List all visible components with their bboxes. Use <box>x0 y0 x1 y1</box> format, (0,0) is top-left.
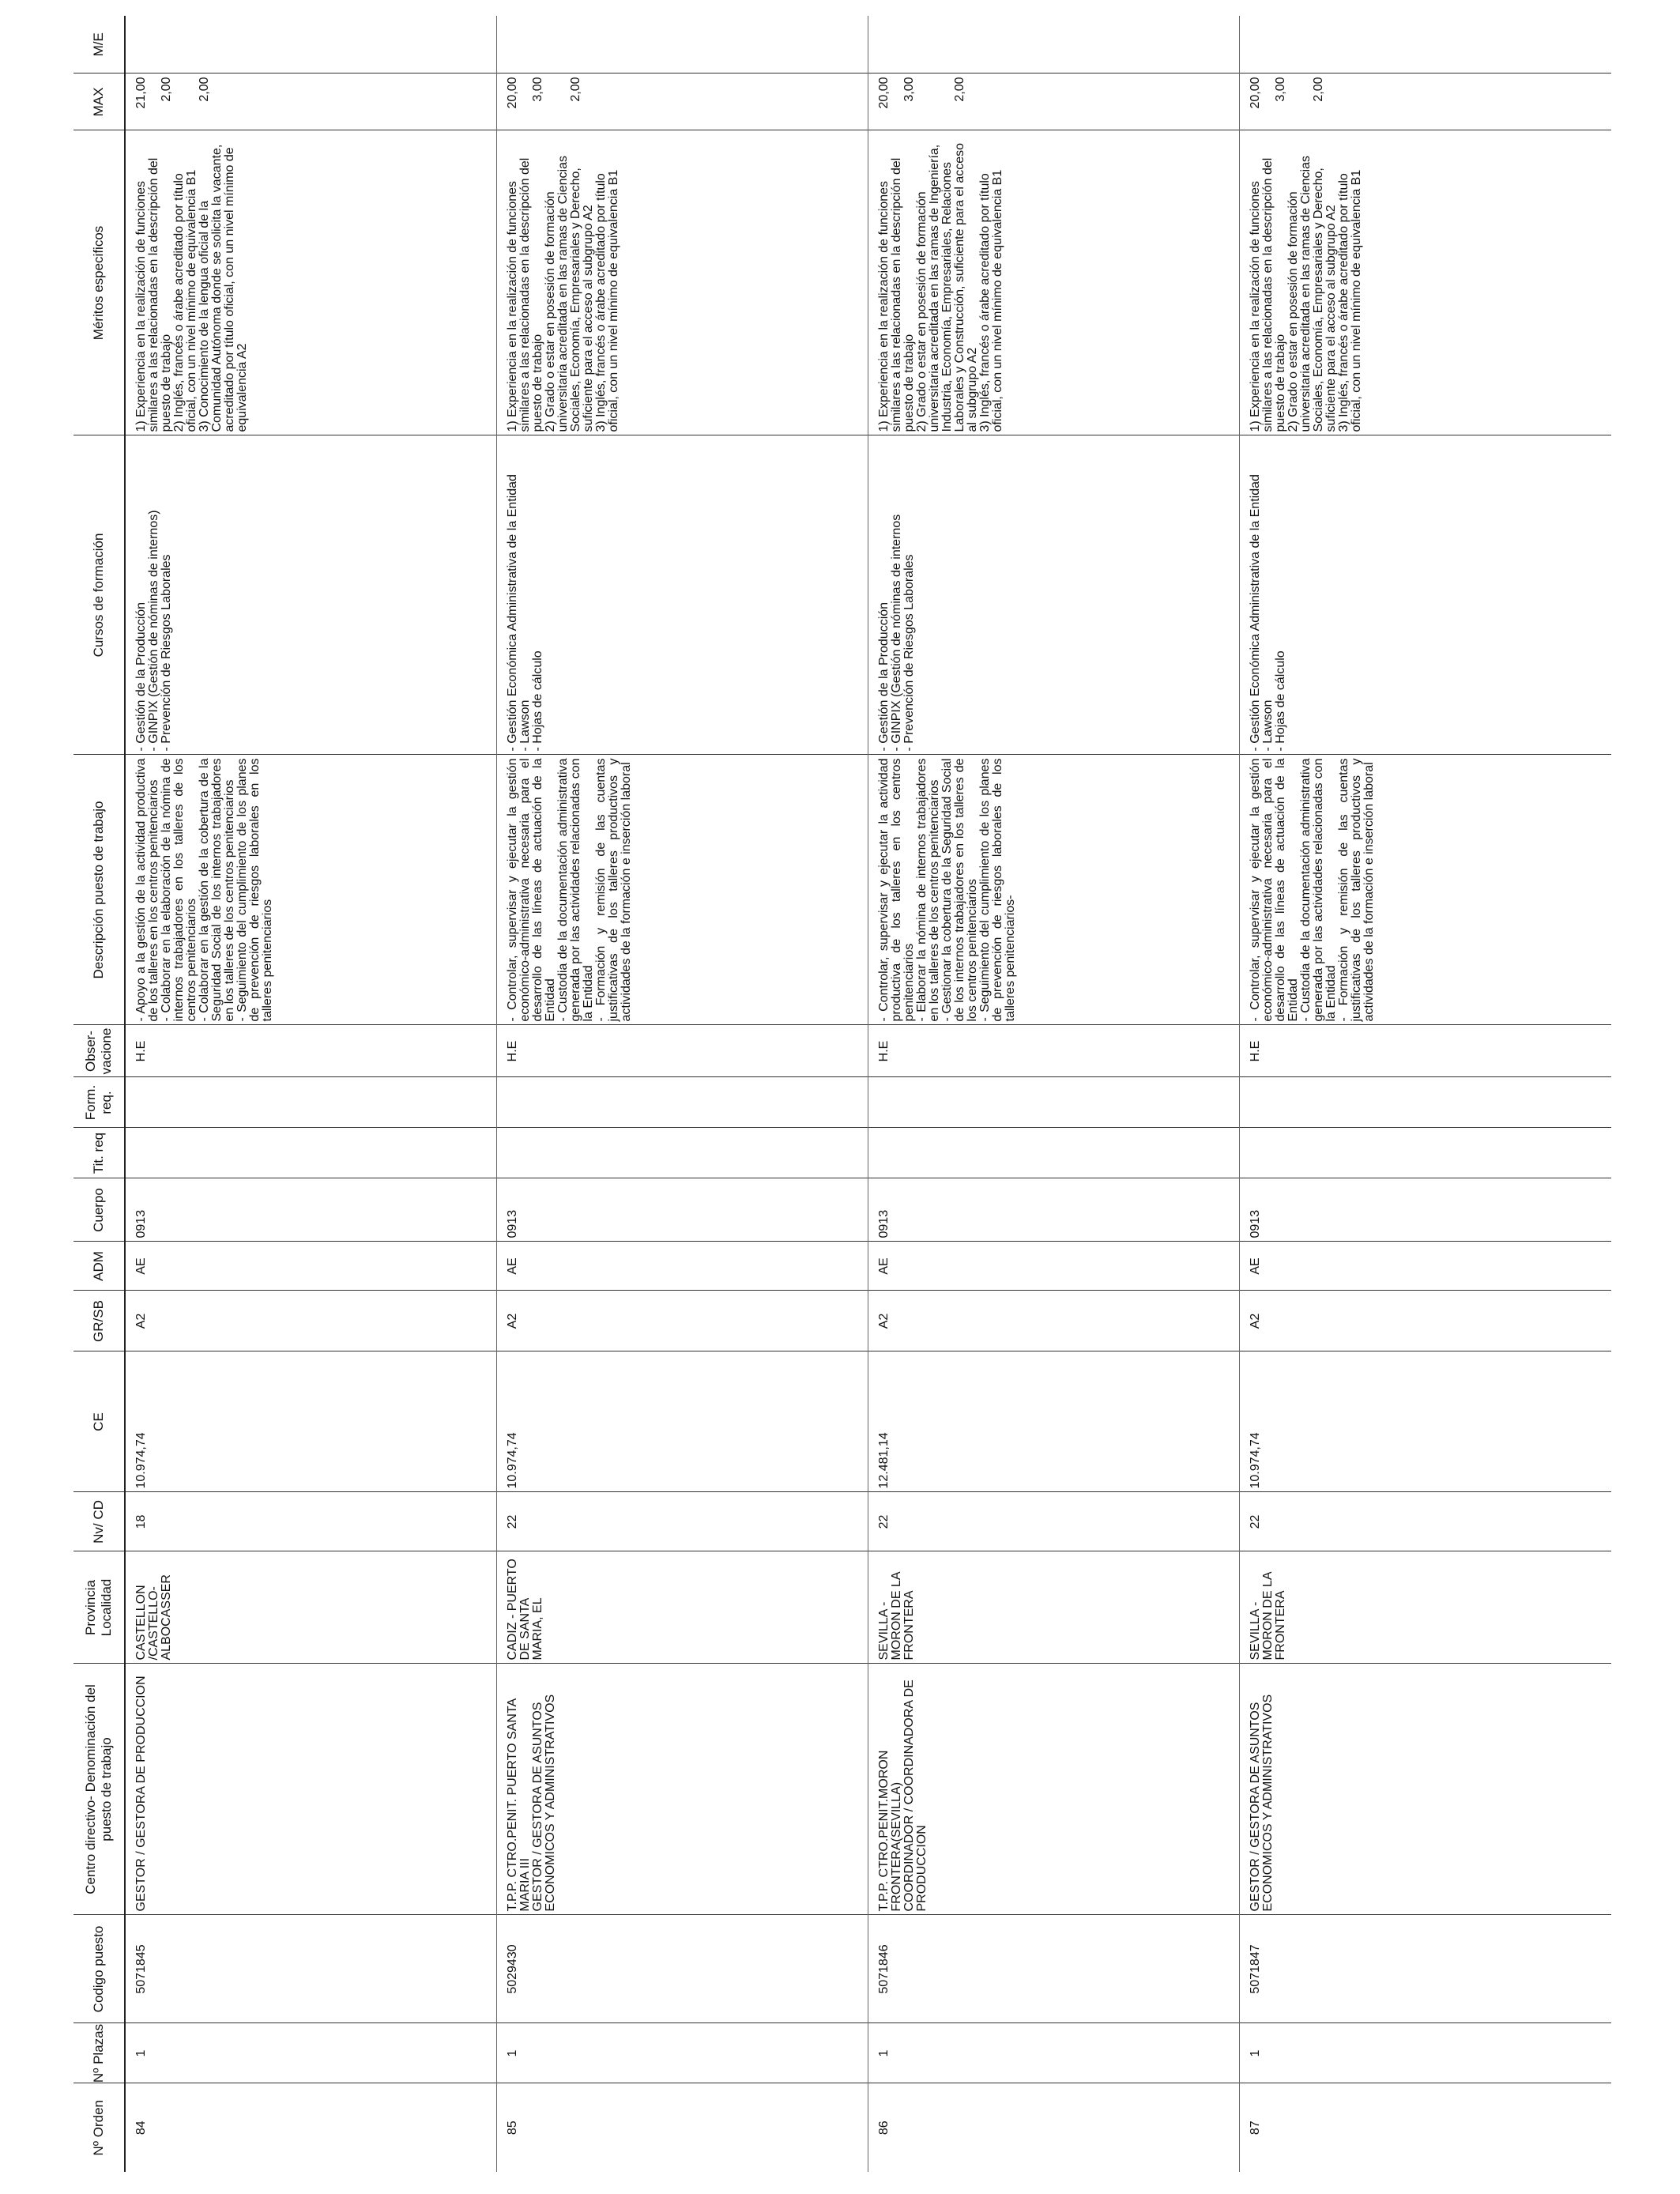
header-centro: Centro directivo- Denominación del puesto de trabajo <box>73 1664 125 1915</box>
cell-obs: H.E <box>496 1025 868 1077</box>
cell-ce: 10.974,74 <box>1240 1351 1611 1492</box>
cell-centro: GESTOR / GESTORA DE ASUNTOS ECONOMICOS Y ADMINISTRATIVOS <box>1240 1664 1611 1915</box>
cell-codigo: 5029430 <box>496 1915 868 2023</box>
cell-plazas: 1 <box>125 2023 496 2083</box>
cell-orden: 85 <box>496 2083 868 2172</box>
cell-ce: 10.974,74 <box>496 1351 868 1492</box>
cell-max: 21,00 2,00 2,00 <box>125 74 496 130</box>
cell-meritos: 1) Experiencia en la realización de funciones similares a las relacionadas en la descripción del puesto de trabajo 2) Grado o estar en posesión de formación universitaria acreditada en las ramas de Ciencias Sociales, Economía, Empresariales y Derecho, suficiente para el acceso al subgrupo A2 3) Inglés, francés o árabe acreditado por título oficial, con un nivel mínimo de equivalencia B1 <box>1240 130 1611 435</box>
cell-cuerpo: 0913 <box>125 1178 496 1242</box>
cell-codigo: 5071845 <box>125 1915 496 2023</box>
table-row <box>868 16 1240 2172</box>
cell-nivel: 22 <box>868 1492 1240 1551</box>
cell-provincia: SEVILLA - MORON DE LA FRONTERA <box>868 1551 1240 1664</box>
cell-centro: T.P.P. CTRO.PENIT.MORON FRONTERA(SEVILLA) COORDINADOR / COORDINADORA DE PRODUCCION <box>868 1664 1240 1915</box>
cell-tit <box>1240 1128 1611 1178</box>
cell-adm: AE <box>496 1242 868 1291</box>
header-me: M/E <box>73 16 125 74</box>
cell-grsb: A2 <box>496 1291 868 1351</box>
cell-codigo: 5071847 <box>1240 1915 1611 2023</box>
cell-obs: H.E <box>125 1025 496 1077</box>
cell-descripcion: - Controlar, supervisar y ejecutar la gestión económico-administrativa necesaria para el desarrollo de las líneas de actuación de la Entidad - Custodia de la documentación administrativa generada por las actividades relacionadas con la Entidad - Formación y remisión de las cuentas justificativas de los talleres productivos y actividades de la formación e inserción laboral <box>496 755 868 1025</box>
cell-cursos: - Gestión de la Producción - GINPIX (Gestión de nóminas de internos - Prevención de Riesgos Laborales <box>868 435 1240 755</box>
cell-cursos: - Gestión Económica Administrativa de la Entidad - Lawson - Hojas de cálculo <box>496 435 868 755</box>
cell-meritos: 1) Experiencia en la realización de funciones similares a las relacionadas en la descripción del puesto de trabajo 2) Inglés, francés o árabe acreditado por título oficial, con un nivel mínimo de equivalencia B1 3) Conocimiento de la lengua oficial de la Comunidad Autónoma donde se solicita la vacante, acreditado por título oficial, con un nivel mínimo de equivalencia A2 <box>125 130 496 435</box>
header-plazas: Nº Plazas <box>73 2023 125 2083</box>
cell-centro: GESTOR / GESTORA DE PRODUCCION <box>125 1664 496 1915</box>
cell-grsb: A2 <box>125 1291 496 1351</box>
header-obs: Obser- vacione <box>73 1025 125 1077</box>
cell-tit <box>868 1128 1240 1178</box>
cell-cursos: - Gestión de la Producción - GINPIX (Gestión de nóminas de internos) - Prevención de Riesgos Laborales <box>125 435 496 755</box>
cell-orden: 86 <box>868 2083 1240 2172</box>
cell-orden: 87 <box>1249 2120 1263 2136</box>
cell-me <box>125 16 496 74</box>
header-orden: Nº Orden <box>73 2083 125 2172</box>
cell-grsb: A2 <box>868 1291 1240 1351</box>
cell-nivel: 22 <box>1240 1492 1611 1551</box>
cell-cuerpo: 0913 <box>1240 1178 1611 1242</box>
cell-orden: 84 <box>125 2083 496 2172</box>
table-row <box>125 16 496 2172</box>
cell-cursos: - Gestión Económica Administrativa de la Entidad - Lawson - Hojas de cálculo <box>1240 435 1611 755</box>
cell-meritos: 1) Experiencia en la realización de funciones similares a las relacionadas en la descripción del puesto de trabajo 2) Grado o estar en posesión de formación universitaria acreditada en las ramas de Ingeniería, Industria, Economía, Empresariales, Relaciones Laborales y Construcción, suficiente para el acceso al subgrupo A2 3) Inglés, francés o árabe acreditado por título oficial, con un nivel mínimo de equivalencia B1 <box>868 130 1240 435</box>
header-meritos: Méritos especificos <box>73 130 125 435</box>
cell-plazas: 1 <box>868 2023 1240 2083</box>
cell-me <box>1240 16 1611 74</box>
cell-descripcion: - Controlar, supervisar y ejecutar la gestión económico-administrativa necesaria para el desarrollo de las líneas de actuación de la Entidad - Custodia de la documentación administrativa generada por las actividades relacionadas con la Entidad - Formación y remisión de las cuentas justificativas de los talleres productivos y actividades de la formación e inserción laboral <box>1240 755 1611 1025</box>
cell-provincia: CASTELLON /CASTELLO-ALBOCASSER <box>125 1551 496 1664</box>
cell-adm: AE <box>125 1242 496 1291</box>
cell-nivel: 22 <box>496 1492 868 1551</box>
header-nivel: Nv/ CD <box>73 1492 125 1551</box>
cell-form <box>496 1077 868 1128</box>
cell-ce: 10.974,74 <box>125 1351 496 1492</box>
cell-plazas: 1 <box>496 2023 868 2083</box>
cell-grsb: A2 <box>1240 1291 1611 1351</box>
cell-descripcion: - Controlar, supervisar y ejecutar la actividad productiva de los talleres en los centros penitenciarios - Elaborar la nómina de internos trabajadores en los talleres de los centros penitenciarios - Gestionar la cobertura de la Seguridad Social de los internos trabajadores en los talleres de los centros penitenciarios - Seguimiento del cumplimiento de los planes de prevención de riesgos laborales de los talleres penitenciarios- <box>868 755 1240 1025</box>
header-cuerpo: Cuerpo <box>73 1178 125 1242</box>
cell-adm: AE <box>868 1242 1240 1291</box>
cell-provincia: CADIZ - PUERTO DE SANTA MARIA, EL <box>496 1551 868 1664</box>
header-tit: Tit. req <box>73 1128 125 1178</box>
cell-obs: H.E <box>1240 1025 1611 1077</box>
cell-codigo: 5071846 <box>868 1915 1240 2023</box>
cell-plazas: 1 <box>1240 2023 1611 2083</box>
header-adm: ADM <box>73 1242 125 1291</box>
cell-adm: AE <box>1240 1242 1611 1291</box>
cell-form <box>1240 1077 1611 1128</box>
table-row <box>496 16 868 2172</box>
header-form: Form. req. <box>73 1077 125 1128</box>
header-ce: CE <box>73 1351 125 1492</box>
cell-obs: H.E <box>868 1025 1240 1077</box>
cell-tit <box>125 1128 496 1178</box>
header-grsb: GR/SB <box>73 1291 125 1351</box>
cell-form <box>125 1077 496 1128</box>
cell-nivel: 18 <box>125 1492 496 1551</box>
cell-form <box>868 1077 1240 1128</box>
rotated-table-page <box>73 16 1611 2172</box>
cell-tit <box>496 1128 868 1178</box>
cell-cuerpo: 0913 <box>868 1178 1240 1242</box>
cell-me <box>868 16 1240 74</box>
header-cursos: Cursos de formación <box>73 435 125 755</box>
cell-me <box>496 16 868 74</box>
cell-centro: T.P.P. CTRO.PENIT. PUERTO SANTA MARIA III GESTOR / GESTORA DE ASUNTOS ECONOMICOS Y ADMINISTRATIVOS <box>496 1664 868 1915</box>
vacancies-table <box>73 16 1611 2172</box>
cell-max: 20,00 3,00 2,00 <box>868 74 1240 130</box>
table-row <box>1240 16 1611 2172</box>
cell-provincia: SEVILLA - MORON DE LA FRONTERA <box>1240 1551 1611 1664</box>
header-provincia: Provincia Localidad <box>73 1551 125 1664</box>
cell-descripcion: - Apoyo a la gestión de la actividad productiva de los talleres en los centros penitenciarios - Colaborar en la elaboración de la nómina de internos trabajadores en los talleres de los centros penitenciarios - Colaborar en la gestión de la cobertura de la Seguridad Social de los internos trabajadores en los talleres de los centros penitenciarios - Seguimiento del cumplimiento de los planes de prevención de riesgos laborales en los talleres penitenciarios <box>125 755 496 1025</box>
cell-max: 20,00 3,00 2,00 <box>1240 74 1611 130</box>
header-codigo: Codigo puesto <box>73 1915 125 2023</box>
header-max: MAX <box>73 74 125 130</box>
cell-meritos: 1) Experiencia en la realización de funciones similares a las relacionadas en la descripción del puesto de trabajo 2) Grado o estar en posesión de formación universitaria acreditada en las ramas de Ciencias Sociales, Economía, Empresariales y Derecho, suficiente para el acceso al subgrupo A2 3) Inglés, francés o árabe acreditado por título oficial, con un nivel mínimo de equivalencia B1 <box>496 130 868 435</box>
cell-ce: 12.481,14 <box>868 1351 1240 1492</box>
cell-max: 20,00 3,00 2,00 <box>496 74 868 130</box>
header-descripcion: Descripción puesto de trabajo <box>73 755 125 1025</box>
cell-cuerpo: 0913 <box>496 1178 868 1242</box>
header-row <box>73 16 125 2172</box>
